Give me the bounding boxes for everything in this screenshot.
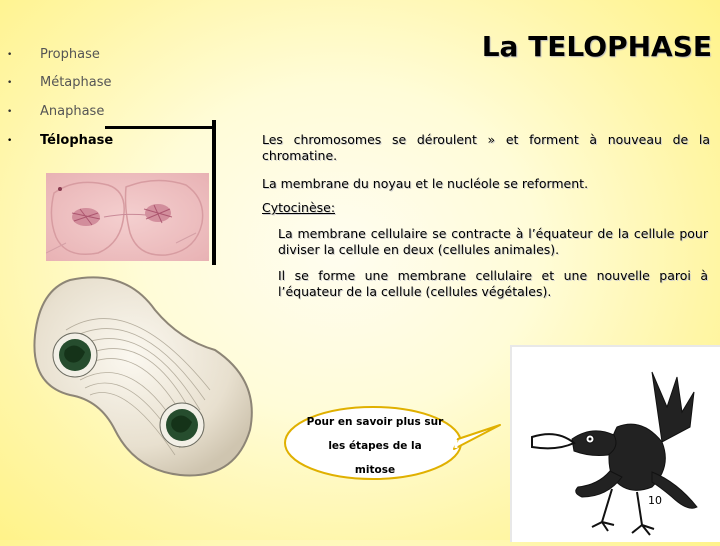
phase-item-telophase: [0, 131, 200, 151]
divider-horizontal: [105, 126, 215, 129]
slide-title: La TELOPHASE: [481, 30, 712, 63]
phase-label: Anaphase: [40, 104, 105, 119]
membrane-paragraph: La membrane du noyau et le nucléole se reforment.: [262, 176, 589, 191]
page-number: 10: [648, 494, 662, 507]
telophase-micrograph-image: [46, 173, 209, 261]
bullet: •: [7, 136, 13, 146]
crow-illustration-panel: [510, 345, 720, 542]
bubble-line-2: les étapes de la: [328, 440, 422, 452]
phase-label: Télophase: [40, 133, 114, 148]
telophase-cell-diagram: [30, 270, 260, 490]
bubble-line-3: mitose: [354, 464, 396, 476]
crow-illustration: [512, 347, 720, 542]
plant-cell-paragraph: Il se forme une membrane cellulaire et une nouvelle paroi à l’équateur de la cellule (cellules végétales).: [278, 268, 708, 299]
animal-cell-paragraph: La membrane cellulaire se contracte à l’équateur de la cellule pour diviser la cellule en deux (cellules animales).: [278, 226, 708, 257]
phase-item-metaphase: [0, 73, 200, 93]
phase-label: Métaphase: [40, 75, 112, 90]
phase-item-anaphase: [0, 102, 200, 122]
divider-vertical: [212, 120, 216, 265]
bullet: •: [7, 107, 13, 117]
phase-item-prophase: [0, 45, 200, 65]
bullet: •: [7, 78, 13, 88]
bubble-line-1: Pour en savoir plus sur: [306, 416, 444, 428]
learn-more-mitosis-link[interactable]: [290, 410, 460, 482]
bullet: •: [7, 50, 13, 60]
chromosomes-paragraph: Les chromosomes se déroulent » et forment à nouveau de la chromatine.: [262, 132, 710, 163]
phase-label: Prophase: [40, 47, 100, 62]
cytokinesis-heading: Cytocinèse:: [262, 200, 336, 215]
